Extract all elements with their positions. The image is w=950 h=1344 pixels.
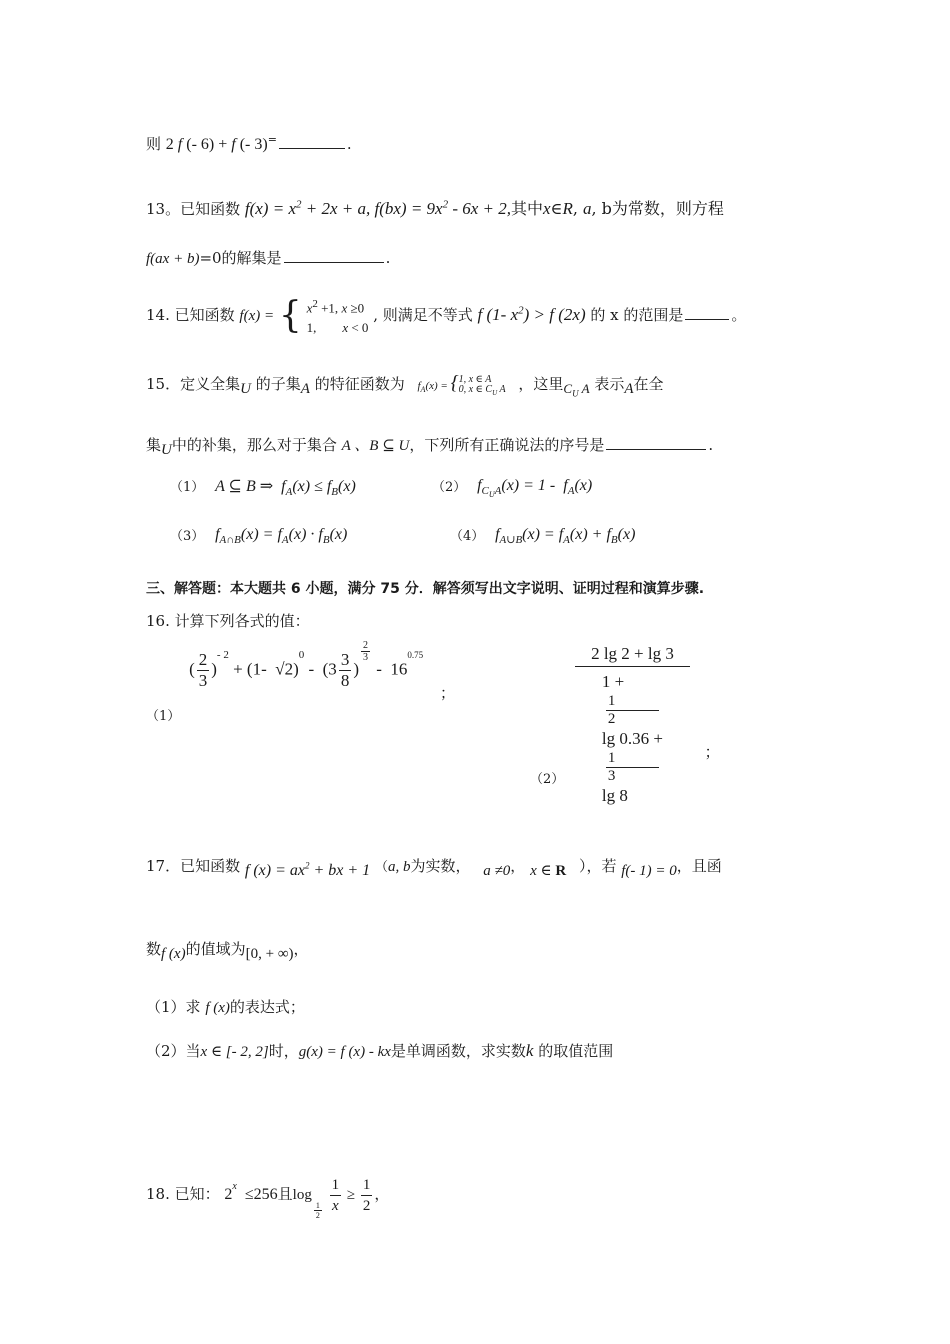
section-heading: 三、解答题：本大题共 6 小题，满分 75 分．解答须写出文字说明、证明过程和演算步骤. xyxy=(146,581,705,597)
answer-blank xyxy=(685,318,729,320)
question-17 xyxy=(146,855,722,880)
equation-expr: f(ax + b) xyxy=(146,251,200,267)
option-number: （4） xyxy=(450,529,485,544)
answer-blank xyxy=(606,448,706,450)
x-interval: x ∈ [- 2, 2] xyxy=(200,1044,269,1060)
question-label: 18. 已知： xyxy=(146,1184,220,1203)
question-15 xyxy=(146,372,664,399)
option-number: （1） xyxy=(170,480,205,495)
g-expr: g(x) = f (x) - kx xyxy=(298,1044,391,1060)
question-label: 13。已知函数 xyxy=(146,200,241,218)
cases-brace: { xyxy=(278,295,302,337)
end-mark: 。 xyxy=(731,306,747,325)
function-expr: f (x) = ax2 + bx + 1 xyxy=(244,860,371,879)
question-text: 在全 xyxy=(633,374,664,393)
log-inequality: log $_{\frac{1}{2}}$ $\frac{1}{x}$ ≥ $\frac{1}{2}$ xyxy=(292,1177,371,1221)
fx: f (x) xyxy=(205,1000,230,1016)
ab-vars: a, b xyxy=(387,859,411,875)
part-number: （1） xyxy=(146,709,181,725)
part-end: ； xyxy=(439,684,455,703)
sets-expr: A 、B ⊆ U xyxy=(341,438,410,454)
characteristic-function: $f_A(x)$ = { 1, x ∈ A 0, x ∈ $C_U$ A xyxy=(417,372,506,397)
sub-text: 的表达式； xyxy=(229,998,305,1016)
question-text: 其中x∈R, a, b为常数，则方程 xyxy=(511,199,724,218)
range-expr: [0, + ∞) xyxy=(245,946,294,962)
option-expr: $f_{A\cap B}(x) = f_A(x) \cdot f_B(x)$ xyxy=(215,526,348,547)
option-expr: $f_{C_UA}(x) = 1 - f_A(x)$ xyxy=(477,477,593,500)
answer-blank xyxy=(279,147,345,149)
question-text: 集 xyxy=(146,436,162,454)
option-1 xyxy=(170,476,356,498)
exp-inequality: 2$^x$ ≤256 xyxy=(224,1180,278,1203)
set-u: U xyxy=(240,380,251,397)
option-number: （3） xyxy=(170,529,205,544)
question-text: 表示 xyxy=(594,374,625,393)
question-label: 15．定义全集 xyxy=(146,374,241,393)
question-text: , 则满足不等式 xyxy=(373,306,473,325)
piecewise-cases xyxy=(307,294,369,338)
option-2 xyxy=(432,476,592,499)
part-number: （2） xyxy=(530,771,565,787)
question-text: =0的解集是 xyxy=(199,249,282,267)
cond-a-nonzero: a ≠0 xyxy=(483,863,511,879)
inequality-expr: f (1- $x^2) > f$ (2x) xyxy=(477,304,586,325)
question-text: 的值域为 xyxy=(185,940,246,958)
complement-cua: CU A xyxy=(563,380,590,399)
question-15-line-2 xyxy=(146,434,713,459)
sub-text: 的取值范围 xyxy=(538,1042,614,1060)
question-text: 中的补集，那么对于集合 xyxy=(171,436,337,454)
option-number: （2） xyxy=(432,480,467,495)
numerator: 2 lg 2 + lg 3 xyxy=(575,642,690,667)
case-1: $x^2 +1$, x ≥0 xyxy=(306,298,365,316)
equals-sign: = xyxy=(267,133,277,146)
option-expr: $f_{A\cup B}(x) = f_A(x) + f_B(x)$ xyxy=(495,526,636,547)
question-18 xyxy=(146,1175,390,1221)
question-13 xyxy=(146,196,724,219)
question-17-line-2 xyxy=(146,938,309,963)
question-14 xyxy=(146,294,746,338)
end-period: . xyxy=(385,249,391,267)
k-var: k xyxy=(525,1041,534,1060)
option-3 xyxy=(170,525,347,546)
question-17-sub-1 xyxy=(146,996,305,1017)
end-period: . xyxy=(708,436,714,454)
part-end: ； xyxy=(704,742,720,761)
question-text: ，下列所有正确说法的序号是 xyxy=(409,436,605,454)
fx: f (x) xyxy=(161,946,186,962)
set-u-2: U xyxy=(161,442,172,458)
part-1-expr: ( $\frac{2}{3}$ )$^{- 2}$ + (1- √2)$^0$ - (3 $\frac{3}{8}$ ) $^{\frac{2}{3}}$ - $16^{0.75}$ xyxy=(189,639,424,690)
formula-expr: 2 f (- 6) + f (- 3) xyxy=(165,136,268,153)
cond-f-minus-1: f(- 1) = 0 xyxy=(621,863,677,879)
end-period: . xyxy=(346,135,352,153)
question-text: 数 xyxy=(146,940,162,958)
function-definition: $f(x) = x^2 + 2x + a$, $f(bx) = 9x^2 - 6x + 2$, xyxy=(244,198,512,218)
question-16-part-1 xyxy=(146,639,455,725)
function-name: f(x) = xyxy=(239,308,275,325)
set-a-2: A xyxy=(624,380,634,397)
line-end: ， xyxy=(293,940,309,958)
question-text-2: 的 x 的范围是 xyxy=(590,306,684,325)
question-13-line-2 xyxy=(146,247,390,268)
question-text: 的特征函数为 xyxy=(314,374,405,393)
question-text: 的子集 xyxy=(255,374,301,393)
question-label: 14. 已知函数 xyxy=(146,306,235,325)
sub-text: 是单调函数，求实数 xyxy=(390,1042,526,1060)
question-17-sub-2 xyxy=(146,1040,613,1061)
formula-line-12 xyxy=(146,133,352,154)
answer-blank xyxy=(284,261,384,263)
cond-x-real: x ∈ R xyxy=(530,863,567,879)
case-2: 1, x < 0 xyxy=(306,320,369,336)
option-expr: A ⊆ B ⇒ $f_A(x) \le f_B(x)$ xyxy=(215,478,356,499)
denominator: 1 + 1 2 lg 0.36 + 1 3 lg 8 xyxy=(601,672,663,805)
question-text: 且 xyxy=(277,1184,293,1203)
question-text: ，且函 xyxy=(676,857,722,875)
question-label: 17．已知函数 xyxy=(146,857,241,875)
question-text: ， xyxy=(510,857,526,875)
sub-text: （1）求 xyxy=(146,998,201,1016)
question-text: ，这里 xyxy=(518,374,564,393)
part-2-fraction xyxy=(575,642,690,807)
prefix-text: 则 xyxy=(146,135,162,153)
question-16: 16. 计算下列各式的值： xyxy=(146,612,310,630)
question-text: 为实数， xyxy=(410,857,471,875)
question-text: ），若 xyxy=(578,857,617,875)
option-4 xyxy=(450,525,635,546)
sub-text: （2）当 xyxy=(146,1042,201,1060)
line-end: ， xyxy=(374,1184,390,1203)
sub-text: 时， xyxy=(268,1042,299,1060)
set-a: A xyxy=(300,380,310,397)
question-16-part-2 xyxy=(530,642,720,807)
paren-open: （ xyxy=(374,860,388,875)
